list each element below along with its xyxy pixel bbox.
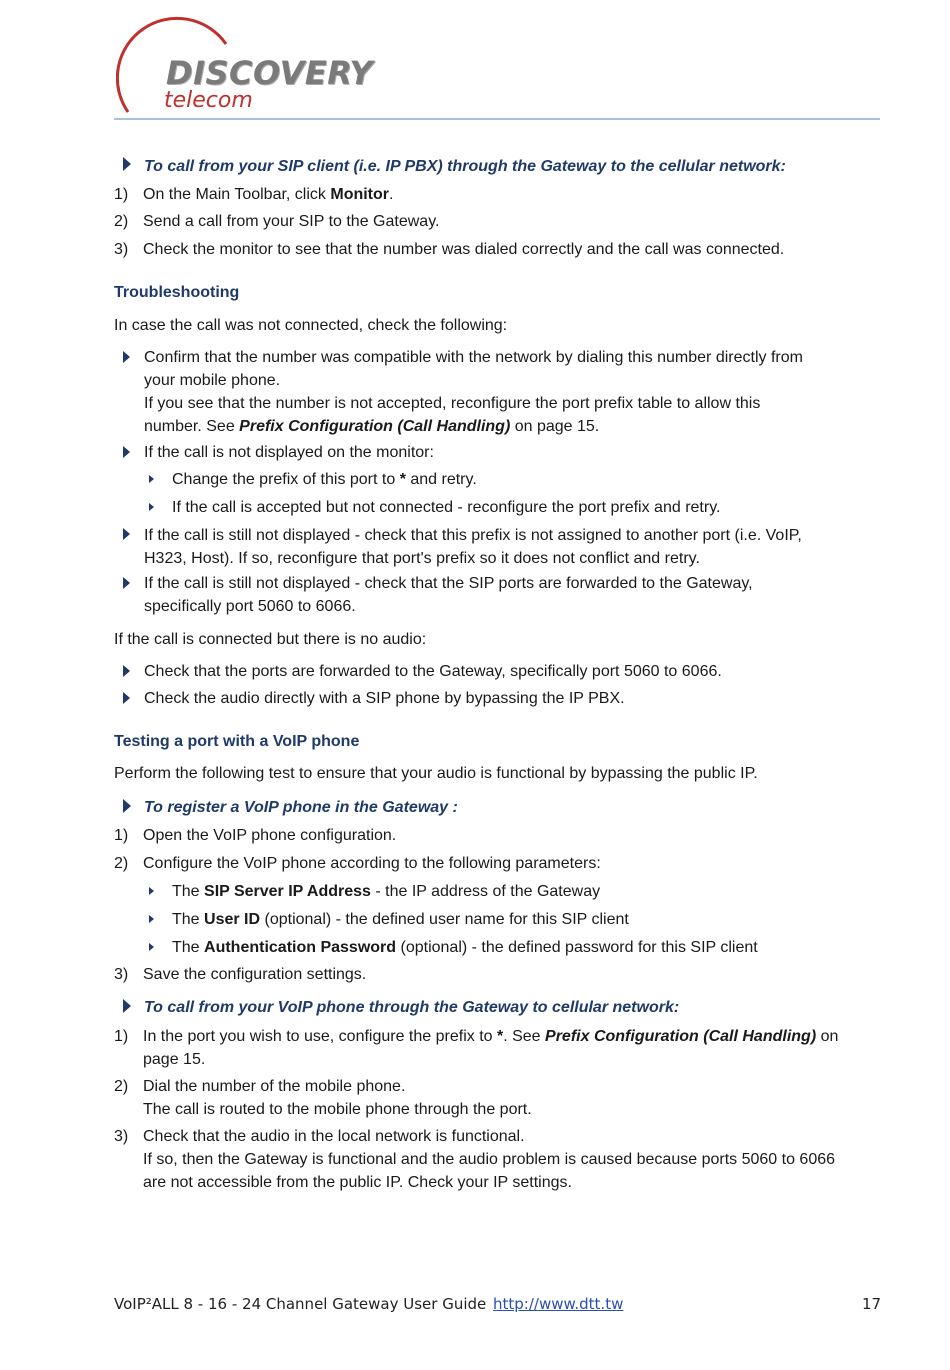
step-number: 1) [114, 186, 129, 203]
step-number: 3) [114, 241, 129, 258]
bullet-arrow-icon [123, 528, 130, 540]
bullet-text: H323, Host). If so, reconfigure that port's prefix so it does not conflict and retry. [144, 550, 700, 567]
step-number: 1) [114, 827, 129, 844]
step-number: 1) [114, 1028, 129, 1045]
bullet-arrow-icon [123, 577, 130, 589]
bullet-arrow-icon [123, 351, 130, 363]
cross-reference[interactable]: Prefix Configuration (Call Handling) [239, 418, 511, 435]
bullet-arrow-icon [123, 665, 130, 677]
step-text: Open the VoIP phone configuration. [143, 827, 397, 844]
step-text: are not accessible from the public IP. Check your IP settings. [143, 1174, 572, 1191]
bullet-arrow-icon [123, 446, 130, 458]
paragraph: Perform the following test to ensure that your audio is functional by bypassing the public IP. [114, 765, 758, 782]
footer-link[interactable] [493, 1295, 623, 1313]
bullet-arrow-icon [123, 692, 130, 704]
sub-bullet-arrow-icon [149, 943, 154, 951]
bullet-text: If the call is still not displayed - check that the SIP ports are forwarded to the Gateway, [144, 575, 753, 592]
sub-bullet-arrow-icon [149, 475, 154, 483]
step-text: Save the configuration settings. [143, 966, 367, 983]
bullet-text: number. See Prefix Configuration (Call Handling) on page 15. [144, 418, 600, 435]
step-number: 2) [114, 855, 129, 872]
bullet-text: Check the audio directly with a SIP phone by bypassing the IP PBX. [144, 690, 625, 707]
logo-name: DISCOVERY [166, 54, 374, 92]
procedure-title: To register a VoIP phone in the Gateway : [144, 799, 458, 816]
procedure-arrow-icon [123, 157, 131, 171]
sub-bullet-arrow-icon [149, 503, 154, 511]
bullet-text: specifically port 5060 to 6066. [144, 598, 356, 615]
step-number: 3) [114, 1128, 129, 1145]
footer-guide-title: VoIP²ALL 8 - 16 - 24 Channel Gateway User Guide [114, 1295, 487, 1313]
logo-sub: telecom [164, 88, 253, 113]
step-text: Configure the VoIP phone according to the following parameters: [143, 855, 601, 872]
sub-bullet-text: The User ID (optional) - the defined user name for this SIP client [172, 911, 629, 928]
bullet-text: your mobile phone. [144, 372, 281, 389]
bullet-text: Confirm that the number was compatible with the network by dialing this number directly from [144, 349, 803, 366]
sub-bullet-text: The SIP Server IP Address - the IP address of the Gateway [172, 883, 601, 900]
section-heading: Troubleshooting [114, 284, 240, 301]
cross-reference[interactable]: Prefix Configuration (Call Handling) [545, 1028, 817, 1045]
header-rule [114, 118, 880, 120]
step-number: 2) [114, 1078, 129, 1095]
step-text: Dial the number of the mobile phone. [143, 1078, 406, 1095]
procedure-arrow-icon [123, 999, 131, 1013]
sub-bullet-text: The Authentication Password (optional) - the defined password for this SIP client [172, 939, 758, 956]
procedure-arrow-icon [123, 799, 131, 813]
paragraph: If the call is connected but there is no audio: [114, 631, 427, 648]
step-text: Check that the audio in the local network is functional. [143, 1128, 525, 1145]
step-number: 3) [114, 966, 129, 983]
sub-bullet-arrow-icon [149, 915, 154, 923]
step-text: On the Main Toolbar, click Monitor. [143, 186, 394, 203]
step-number: 2) [114, 213, 129, 230]
sub-bullet-text: Change the prefix of this port to * and retry. [172, 471, 477, 488]
bullet-text: If the call is still not displayed - check that this prefix is not assigned to another port (i.e. VoIP, [144, 527, 802, 544]
paragraph: In case the call was not connected, check the following: [114, 317, 508, 334]
bullet-text: Check that the ports are forwarded to the Gateway, specifically port 5060 to 6066. [144, 663, 722, 680]
section-heading: Testing a port with a VoIP phone [114, 733, 360, 750]
bullet-text: If you see that the number is not accepted, reconfigure the port prefix table to allow this [144, 395, 761, 412]
step-text: If so, then the Gateway is functional and the audio problem is caused because ports 5060 to 6066 [143, 1151, 836, 1168]
procedure-title: To call from your SIP client (i.e. IP PBX) through the Gateway to the cellular network: [144, 158, 786, 175]
page-number: 17 [862, 1295, 882, 1313]
procedure-title: To call from your VoIP phone through the Gateway to cellular network: [144, 999, 680, 1016]
footer-url[interactable]: http://www.dtt.tw [493, 1295, 624, 1313]
step-text: In the port you wish to use, configure the prefix to *. See Prefix Configuration (Call Handling) on [143, 1028, 839, 1045]
sub-bullet-arrow-icon [149, 887, 154, 895]
bullet-text: If the call is not displayed on the monitor: [144, 444, 434, 461]
company-logo [116, 10, 374, 118]
step-text: The call is routed to the mobile phone through the port. [143, 1101, 532, 1118]
step-text: Send a call from your SIP to the Gateway. [143, 213, 440, 230]
step-text: page 15. [143, 1051, 206, 1068]
sub-bullet-text: If the call is accepted but not connected - reconfigure the port prefix and retry. [172, 499, 721, 516]
step-text: Check the monitor to see that the number was dialed correctly and the call was connected. [143, 241, 785, 258]
